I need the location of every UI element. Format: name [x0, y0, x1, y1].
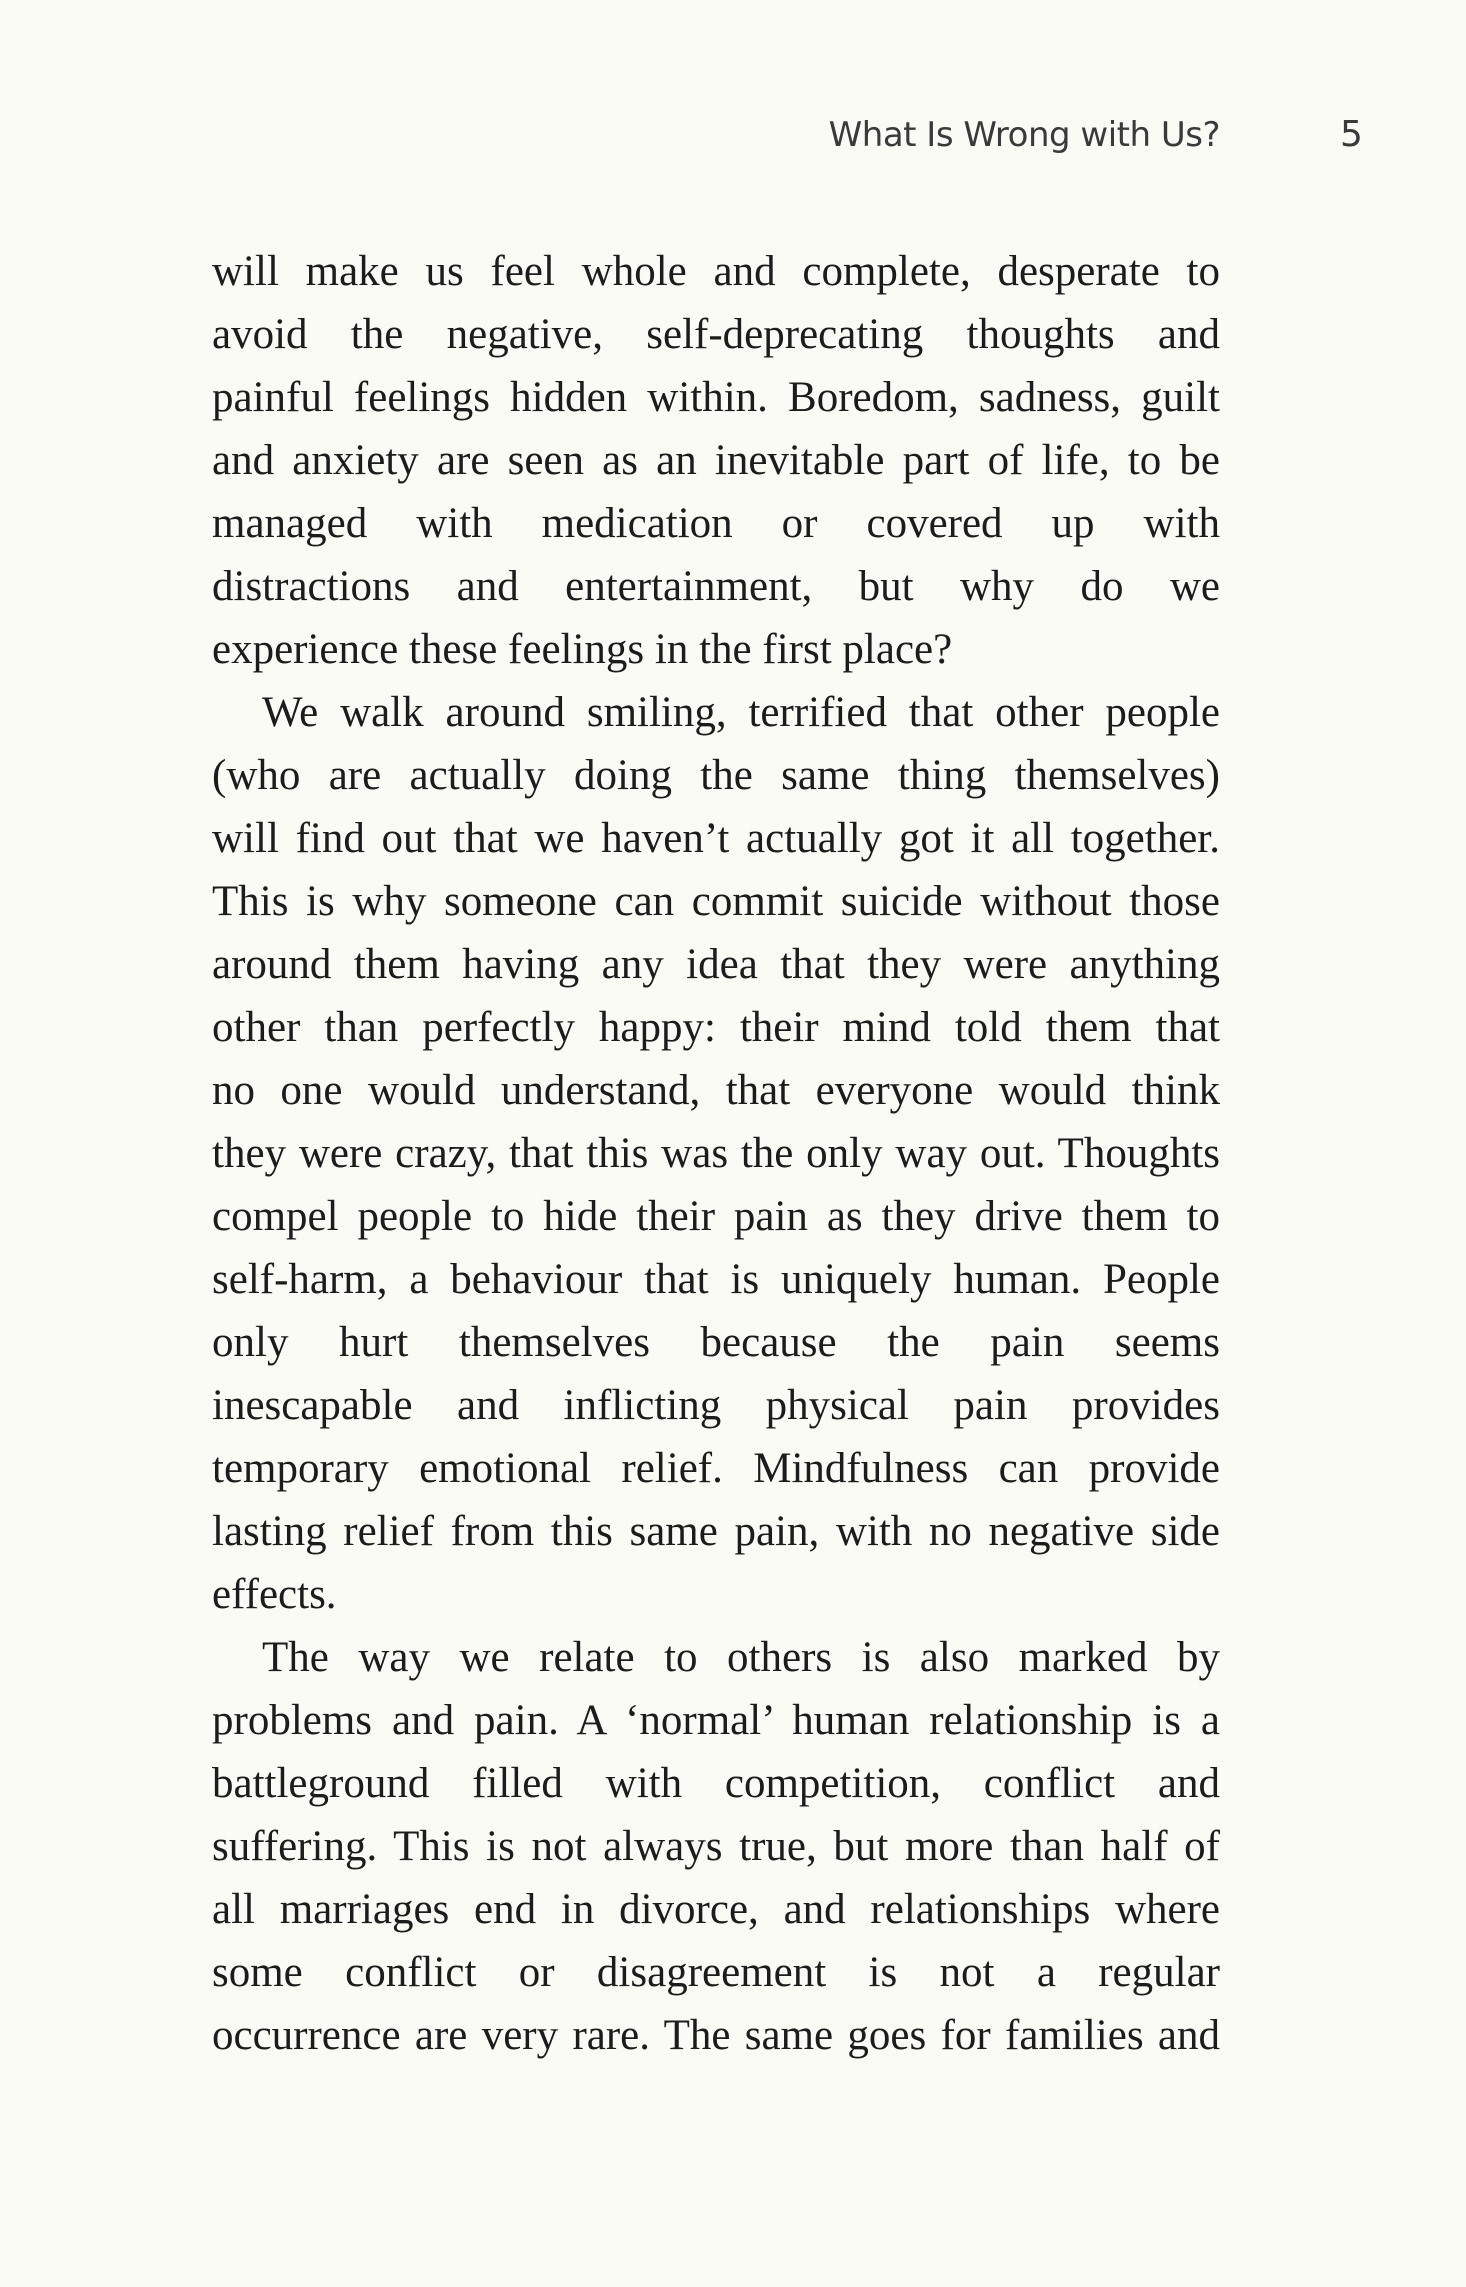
- text-line: around them having any idea that they were anything: [212, 941, 1220, 988]
- text-line: battleground filled with competition, conflict and: [212, 1760, 1220, 1807]
- text-line: painful feelings hidden within. Boredom, sadness, guilt: [212, 374, 1220, 421]
- text-line: will make us feel whole and complete, desperate to: [212, 248, 1220, 295]
- text-line: distractions and entertainment, but why do we: [212, 563, 1220, 610]
- text-line: and anxiety are seen as an inevitable part of life, to be: [212, 437, 1220, 484]
- text-line: they were crazy, that this was the only way out. Thoughts: [212, 1130, 1220, 1177]
- text-line: occurrence are very rare. The same goes for families and: [212, 2012, 1220, 2059]
- text-line: problems and pain. A ‘normal’ human relationship is a: [212, 1697, 1220, 1744]
- text-line: inescapable and inflicting physical pain provides: [212, 1382, 1220, 1429]
- text-line: The way we relate to others is also marked by: [262, 1634, 1220, 1681]
- text-line: temporary emotional relief. Mindfulness can provide: [212, 1445, 1220, 1492]
- text-line: compel people to hide their pain as they drive them to: [212, 1193, 1220, 1240]
- text-line: managed with medication or covered up with: [212, 500, 1220, 547]
- text-line: (who are actually doing the same thing themselves): [212, 752, 1220, 799]
- text-line: self-harm, a behaviour that is uniquely human. People: [212, 1256, 1220, 1303]
- text-line: We walk around smiling, terrified that other people: [262, 689, 1220, 736]
- text-line: suffering. This is not always true, but more than half of: [212, 1823, 1220, 1870]
- running-head: What Is Wrong with Us?: [828, 115, 1220, 155]
- body-text: [212, 240, 1220, 2067]
- text-line: all marriages end in divorce, and relationships where: [212, 1886, 1220, 1933]
- page-number: 5: [1340, 114, 1363, 155]
- text-line: some conflict or disagreement is not a regular: [212, 1949, 1220, 1996]
- text-line: effects.: [212, 1571, 337, 1618]
- text-line: will find out that we haven’t actually got it all together.: [212, 815, 1220, 862]
- text-line: avoid the negative, self-deprecating thoughts and: [212, 311, 1220, 358]
- text-line: This is why someone can commit suicide without those: [212, 878, 1220, 925]
- text-line: experience these feelings in the first place?: [212, 626, 953, 673]
- text-line: only hurt themselves because the pain seems: [212, 1319, 1220, 1366]
- text-line: no one would understand, that everyone would think: [212, 1067, 1220, 1114]
- text-line: other than perfectly happy: their mind told them that: [212, 1004, 1220, 1051]
- text-line: lasting relief from this same pain, with no negative side: [212, 1508, 1220, 1555]
